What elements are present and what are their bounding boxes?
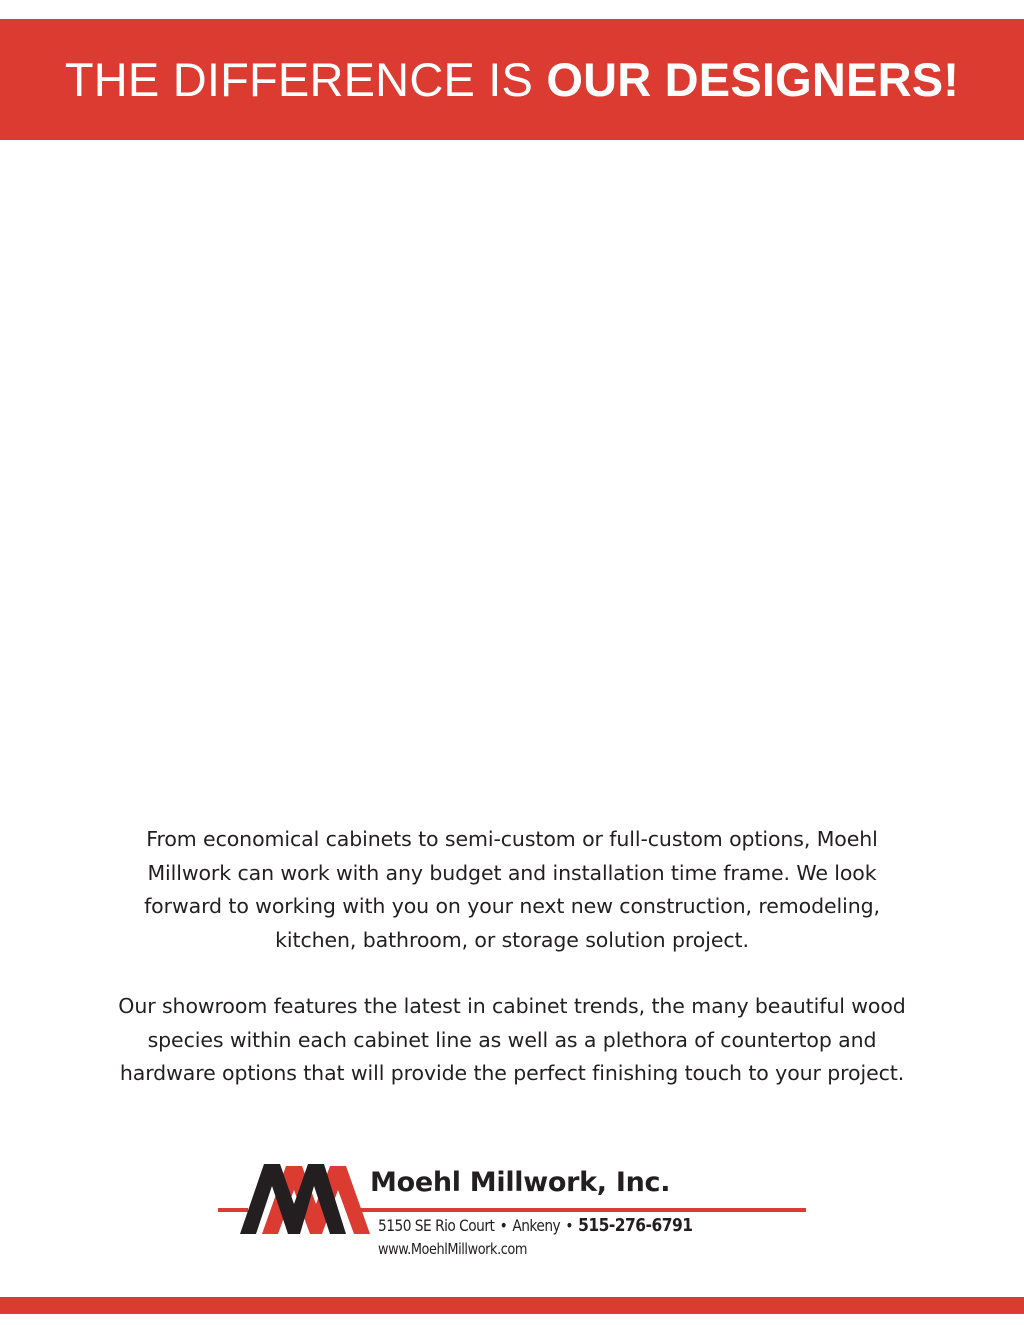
paragraph-line: hardware options that will provide the perfect finishing touch to your project. [119,1061,905,1085]
bullet-separator: • [565,1216,573,1235]
paragraph-line: kitchen, bathroom, or storage solution project. [275,927,749,952]
city: Ankeny [512,1216,561,1235]
street-address: 5150 SE Rio Court [378,1216,495,1235]
title-bold: OUR DESIGNERS! [546,53,960,106]
address-line [378,1215,692,1236]
title-light: THE DIFFERENCE IS [64,53,547,106]
paragraph-showroom [100,990,924,1091]
paragraph-intro [100,823,924,957]
website-link: www.MoehlMillwork.com [378,1240,528,1258]
footer-bar [0,1297,1024,1314]
paragraph-line: species within each cabinet line as well as a plethora of countertop and [147,1027,877,1052]
company-name: Moehl Millwork, Inc. [370,1167,671,1198]
bullet-separator: • [499,1216,508,1235]
header-banner [0,19,1024,140]
paragraph-line: Our showroom features the latest in cabinet trends, the many beautiful wood [118,994,906,1018]
paragraph-line: Millwork can work with any budget and installation time frame. We look [147,860,877,885]
paragraph-line: From economical cabinets to semi-custom or full-custom options, Moehl [146,827,878,851]
company-logo [218,1160,808,1270]
phone-number: 515-276-6791 [578,1215,693,1236]
paragraph-line: forward to working with you on your next new construction, remodeling, [144,894,880,918]
page-title [65,52,959,107]
